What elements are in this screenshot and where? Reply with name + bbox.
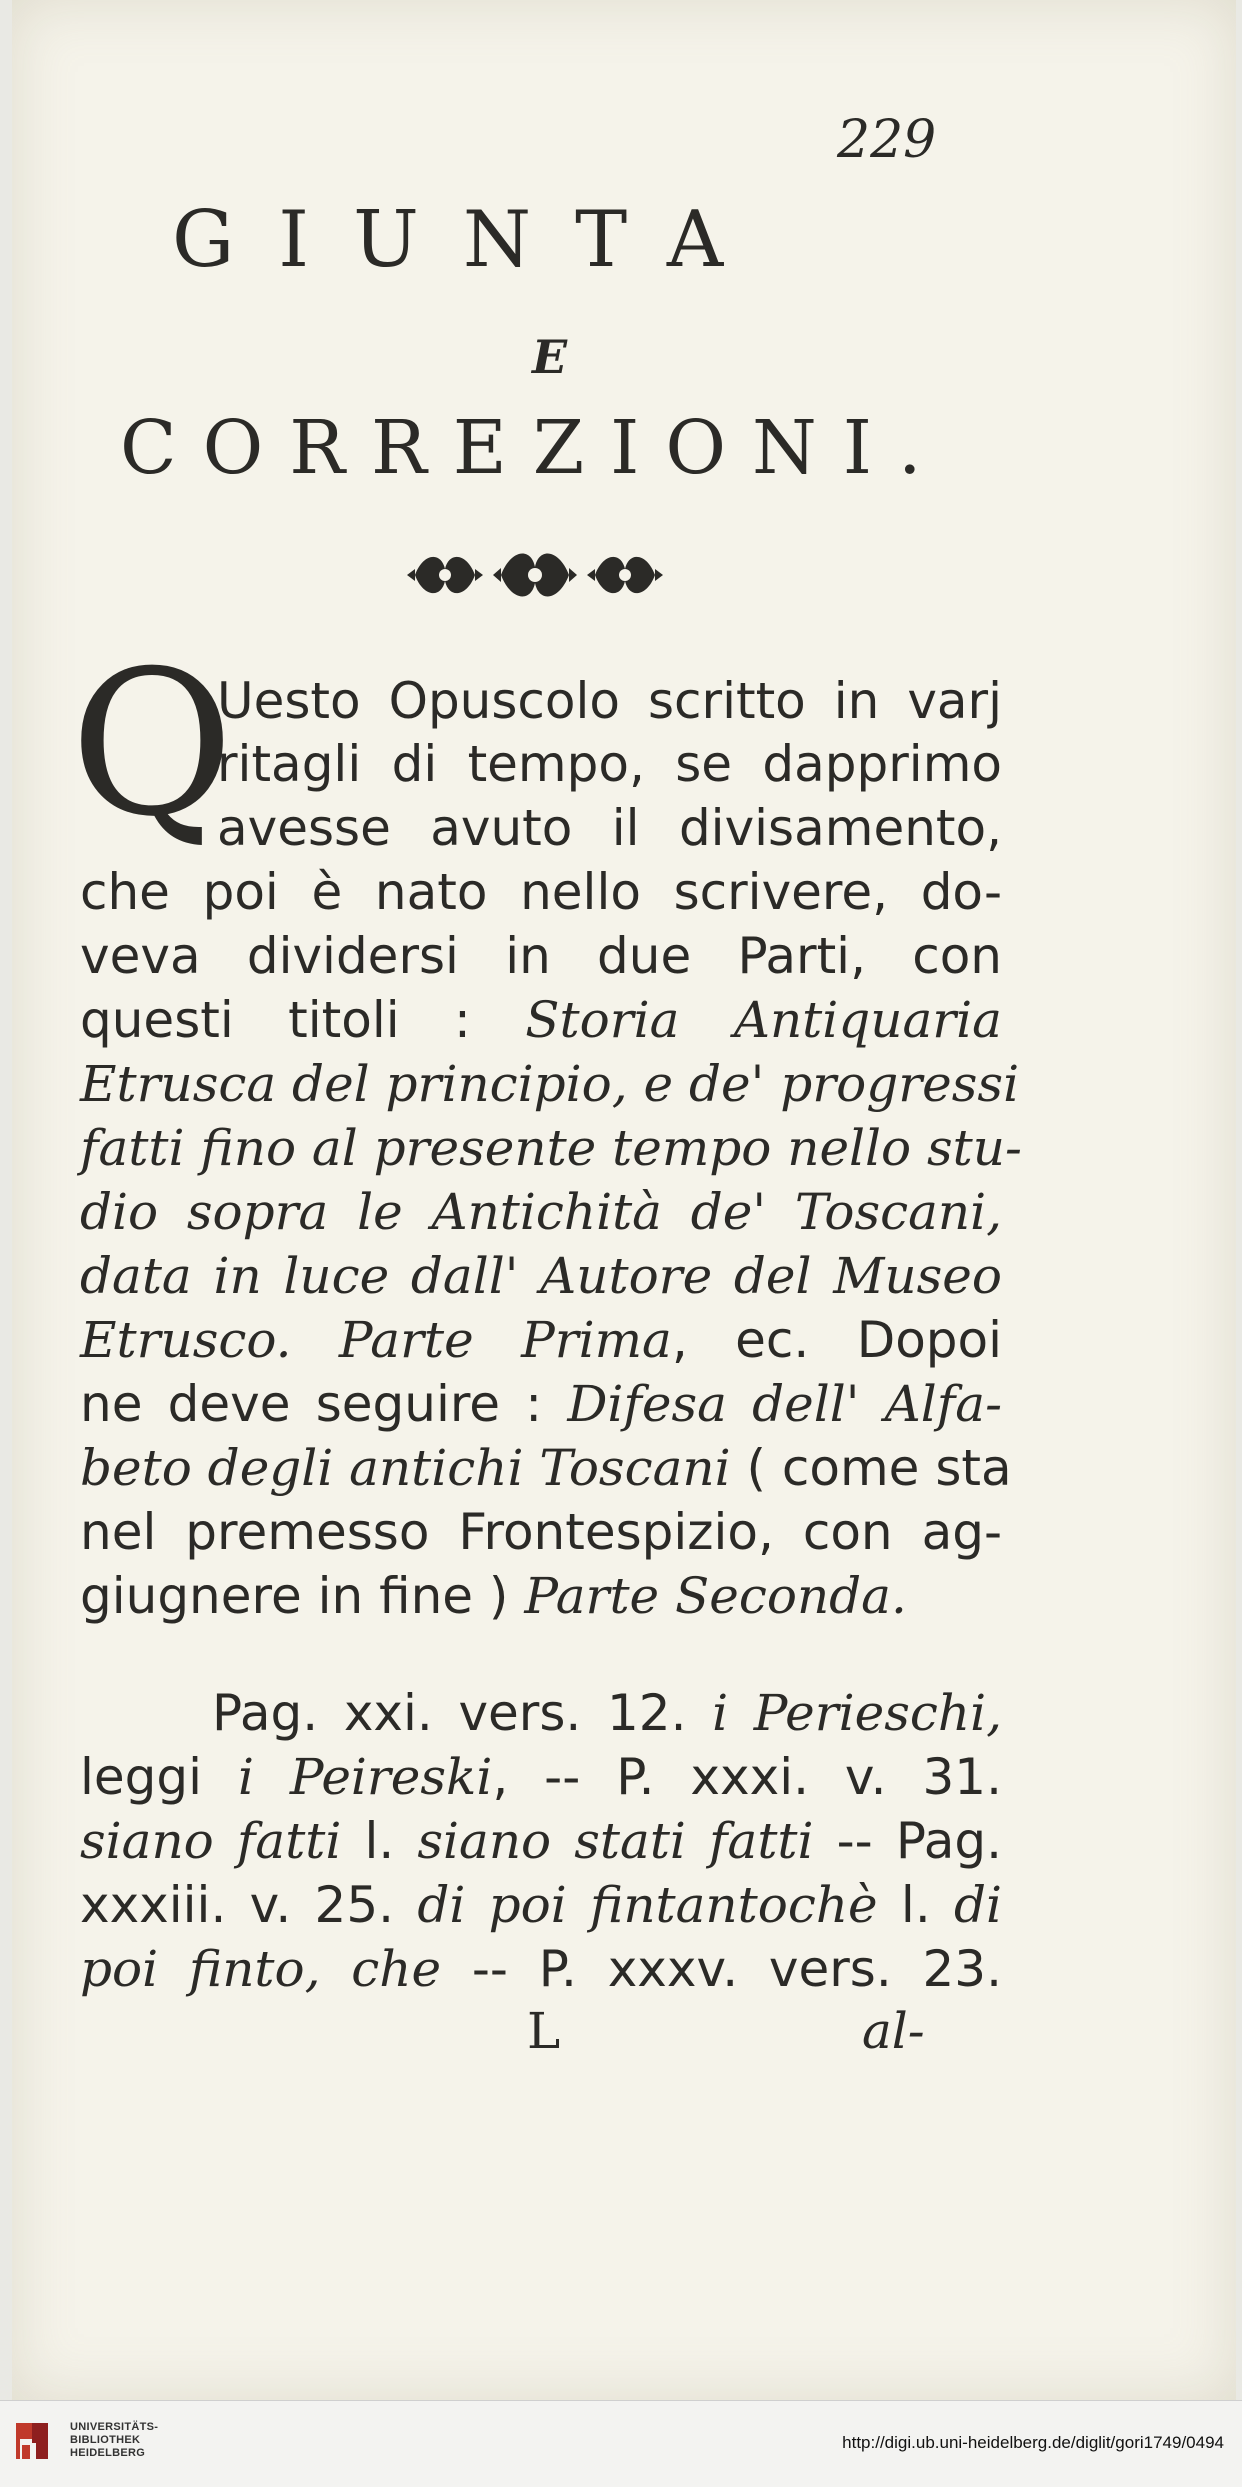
text-line: ritagli di tempo, se dapprimo: [217, 735, 1002, 793]
text-line: dio sopra le Antichità de' Toscani,: [80, 1183, 1002, 1241]
text-line: che poi è nato nello scrivere, do-: [80, 863, 1002, 921]
correction-line: siano fatti l. siano stati fatti -- Pag.: [80, 1812, 1002, 1870]
text-line: giugnere in fine ) Parte Seconda.: [80, 1567, 907, 1625]
source-url-link[interactable]: http://digi.ub.uni-heidelberg.de/diglit/gori1749/0494: [842, 2433, 1224, 2452]
fleuron-ornament: [400, 540, 670, 610]
text-line: Etrusca del principio, e de' progressi: [80, 1055, 1020, 1113]
text-line: questi titoli : Storia Antiquaria: [80, 991, 1002, 1049]
page-number: 229: [837, 110, 937, 170]
catchword: al-: [862, 2002, 925, 2060]
text-line: nel premesso Frontespizio, con ag-: [80, 1503, 1002, 1561]
text-line: beto degli antichi Toscani ( come sta: [80, 1439, 1012, 1497]
text-line: Etrusco. Parte Prima, ec. Dopoi: [80, 1311, 1003, 1369]
correction-line: Pag. xxi. vers. 12. i Perieschi,: [212, 1684, 1002, 1742]
correction-line: xxxiii. v. 25. di poi fintantochè l. di: [80, 1876, 1002, 1934]
heading-connector: E: [532, 330, 568, 384]
footer-bar: [0, 2400, 1242, 2487]
heading-giunta: GIUNTA: [172, 195, 768, 285]
text-line: avesse avuto il divisamento,: [217, 799, 1002, 857]
fleuron-left: [407, 557, 483, 593]
signature-mark: L: [527, 2002, 561, 2060]
text-line: data in luce dall' Autore del Museo: [80, 1247, 1002, 1305]
book-page: [12, 0, 1236, 2400]
drop-cap: Q: [70, 628, 234, 861]
correction-line: leggi i Peireski, -- P. xxxi. v. 31.: [80, 1748, 1002, 1806]
library-logo-icon: [12, 2419, 52, 2465]
library-name: UNIVERSITÄTS- BIBLIOTHEK HEIDELBERG: [70, 2421, 159, 2459]
fleuron-center: [493, 554, 577, 597]
text-line: fatti fino al presente tempo nello stu-: [80, 1119, 1022, 1177]
correction-line: poi finto, che -- P. xxxv. vers. 23.: [80, 1940, 1002, 1998]
text-line: Uesto Opuscolo scritto in varj: [217, 672, 1002, 730]
fleuron-right: [587, 557, 663, 593]
text-line: veva dividersi in due Parti, con: [80, 927, 1002, 985]
text-line: ne deve seguire : Difesa dell' Alfa-: [80, 1375, 1002, 1433]
heading-correzioni: CORREZIONI.: [120, 405, 948, 491]
